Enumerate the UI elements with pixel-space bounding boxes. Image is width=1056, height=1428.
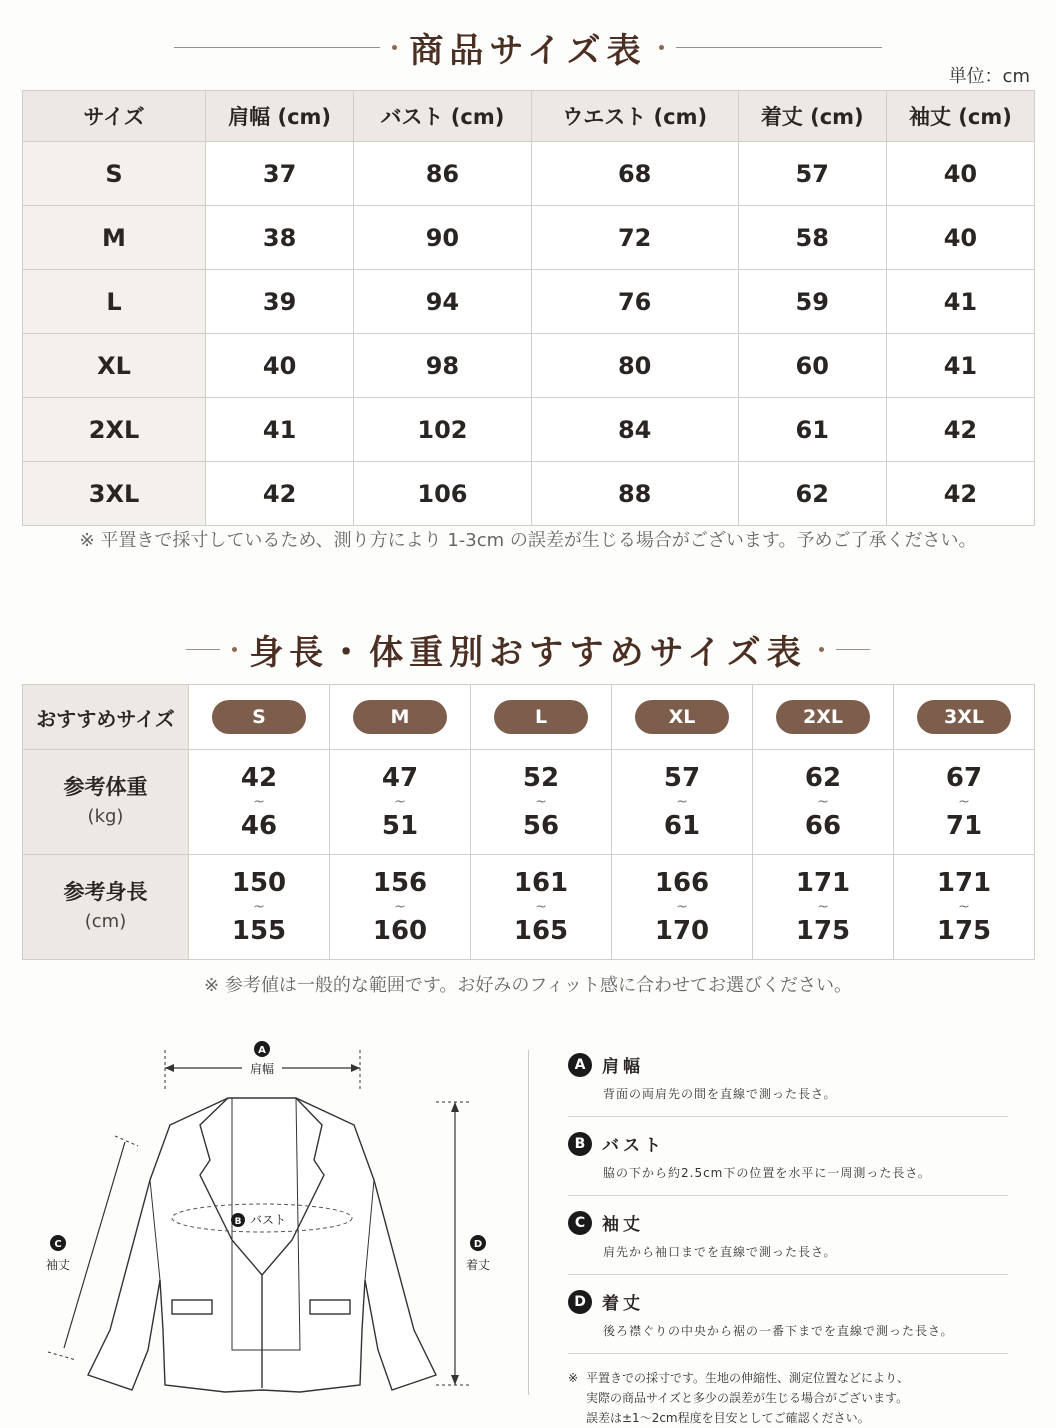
height-range-cell [189, 855, 330, 960]
svg-text:B: B [234, 1217, 242, 1227]
range-tilde: ~ [535, 899, 547, 915]
legend-note-line: 実際の商品サイズと多少の誤差が生じる場合がございます。 [586, 1391, 909, 1405]
legend-desc: 肩先から袖口までを直線で測った長さ。 [603, 1245, 837, 1259]
size-table-value-cell: 86 [354, 142, 532, 206]
legend-item [568, 1210, 1008, 1275]
size-table-row [23, 206, 1035, 270]
range-tilde: ~ [535, 794, 547, 810]
range-tilde: ~ [958, 794, 970, 810]
legend-title: 袖丈 [602, 1215, 644, 1235]
range-tilde: ~ [253, 794, 265, 810]
height-range-max: 165 [513, 916, 569, 946]
size-chart-title-bar [0, 24, 1056, 70]
size-table-value-cell: 68 [531, 142, 738, 206]
height-row [23, 855, 1035, 960]
size-table [22, 90, 1035, 526]
range-tilde: ~ [394, 794, 406, 810]
size-table-size-cell: L [23, 270, 206, 334]
weight-range-max: 66 [804, 811, 842, 841]
legend-badge: C [568, 1211, 592, 1235]
size-table-value-cell: 40 [206, 334, 354, 398]
size-table-value-cell: 41 [886, 334, 1034, 398]
size-table-header-cell: ウエスト (cm) [531, 91, 738, 142]
size-table-value-cell: 41 [206, 398, 354, 462]
weight-range-min: 47 [381, 763, 419, 793]
size-table-value-cell: 61 [738, 398, 886, 462]
size-table-value-cell: 98 [354, 334, 532, 398]
legend-item [568, 1289, 1008, 1354]
legend-item-head [568, 1210, 1008, 1235]
size-table-size-cell: XL [23, 334, 206, 398]
range-tilde: ~ [394, 899, 406, 915]
height-range-min: 171 [795, 868, 851, 898]
title-dot-left [232, 647, 237, 652]
size-table-value-cell: 40 [886, 206, 1034, 270]
diagram-label-a: 肩幅 [249, 1062, 275, 1076]
size-table-value-cell: 62 [738, 462, 886, 526]
height-label: 参考身長 [63, 880, 148, 904]
recommend-size-row [23, 685, 1035, 750]
size-table-value-cell: 102 [354, 398, 532, 462]
size-table-value-cell: 59 [738, 270, 886, 334]
legend-badge: A [568, 1053, 592, 1077]
weight-range-cell [330, 750, 471, 855]
size-pill: S [212, 700, 306, 734]
legend-desc: 背面の両肩先の間を直線で測った長さ。 [603, 1087, 837, 1101]
height-range-min: 150 [231, 868, 287, 898]
size-table-value-cell: 72 [531, 206, 738, 270]
weight-range-max: 71 [945, 811, 983, 841]
body-length-marker [436, 1102, 493, 1385]
svg-text:D: D [473, 1239, 483, 1250]
title-dot-right [659, 45, 664, 50]
size-table-value-cell: 41 [886, 270, 1034, 334]
size-table-value-cell: 38 [206, 206, 354, 270]
size-table-value-cell: 90 [354, 206, 532, 270]
svg-text:C: C [54, 1239, 62, 1250]
measurement-legend [568, 1052, 1008, 1428]
size-table-row [23, 462, 1035, 526]
weight-label: 参考体重 [63, 775, 148, 799]
height-range-cell [612, 855, 753, 960]
size-table-value-cell: 88 [531, 462, 738, 526]
height-range-max: 170 [654, 916, 710, 946]
height-range-cell [753, 855, 894, 960]
title-dot-right [819, 647, 824, 652]
size-chart-title: 商品サイズ表 [409, 30, 647, 71]
height-range-min: 161 [513, 868, 569, 898]
svg-text:A: A [258, 1045, 266, 1056]
size-table-size-cell: 2XL [23, 398, 206, 462]
size-table-value-cell: 42 [206, 462, 354, 526]
size-pill: XL [635, 700, 729, 734]
size-table-row [23, 398, 1035, 462]
size-table-header-cell: 肩幅 (cm) [206, 91, 354, 142]
size-table-row [23, 334, 1035, 398]
height-range-cell [894, 855, 1035, 960]
size-pill: 3XL [917, 700, 1011, 734]
recommend-size-cell [894, 685, 1035, 750]
title-dot-left [392, 45, 397, 50]
size-pill: M [353, 700, 447, 734]
legend-note-line: 平置きでの採寸です。生地の伸縮性、測定位置などにより、 [586, 1371, 910, 1385]
height-range-max: 175 [795, 916, 851, 946]
weight-range-cell [894, 750, 1035, 855]
height-range-cell [330, 855, 471, 960]
diagram-label-d: 着丈 [465, 1258, 491, 1272]
legend-note-mark: ※ [568, 1371, 579, 1385]
height-label-cell [23, 855, 189, 960]
height-range-min: 156 [372, 868, 428, 898]
size-table-value-cell: 42 [886, 462, 1034, 526]
legend-title: バスト [602, 1136, 665, 1156]
size-table-value-cell: 94 [354, 270, 532, 334]
recommend-size-cell [612, 685, 753, 750]
size-table-header-cell: 着丈 (cm) [738, 91, 886, 142]
legend-item-head [568, 1289, 1008, 1314]
weight-range-cell [612, 750, 753, 855]
recommend-size-cell [471, 685, 612, 750]
legend-note [568, 1368, 1008, 1428]
size-table-row [23, 142, 1035, 206]
height-range-max: 175 [936, 916, 992, 946]
size-table-value-cell: 106 [354, 462, 532, 526]
height-range-min: 166 [654, 868, 710, 898]
recommend-title: 身長・体重別おすすめサイズ表 [249, 632, 807, 673]
weight-range-cell [471, 750, 612, 855]
range-tilde: ~ [817, 899, 829, 915]
size-table-value-cell: 58 [738, 206, 886, 270]
size-table-header-cell: バスト (cm) [354, 91, 532, 142]
size-table-value-cell: 40 [886, 142, 1034, 206]
shoulder-width-marker [165, 1041, 360, 1090]
range-tilde: ~ [958, 899, 970, 915]
weight-range-min: 57 [663, 763, 701, 793]
weight-range-min: 42 [240, 763, 278, 793]
legend-badge: B [568, 1132, 592, 1156]
recommend-note: ※ 参考値は一般的な範囲です。お好みのフィット感に合わせてお選びください。 [204, 975, 852, 996]
range-tilde: ~ [676, 899, 688, 915]
legend-item-head [568, 1131, 1008, 1156]
jacket-measurement-diagram [0, 1030, 530, 1420]
height-range-max: 160 [372, 916, 428, 946]
size-pill: 2XL [776, 700, 870, 734]
legend-badge: D [568, 1290, 592, 1314]
legend-item [568, 1131, 1008, 1196]
title-rule-right [836, 649, 870, 650]
size-pill: L [494, 700, 588, 734]
weight-range-max: 46 [240, 811, 278, 841]
size-table-size-cell: 3XL [23, 462, 206, 526]
weight-row [23, 750, 1035, 855]
size-table-header-row [23, 91, 1035, 142]
size-table-value-cell: 60 [738, 334, 886, 398]
weight-unit: (kg) [87, 806, 124, 827]
size-table-size-cell: M [23, 206, 206, 270]
legend-title: 肩幅 [602, 1057, 644, 1077]
diagram-label-c: 袖丈 [45, 1258, 71, 1272]
unit-note: 単位：cm [948, 66, 1030, 87]
range-tilde: ~ [676, 794, 688, 810]
weight-range-min: 67 [945, 763, 983, 793]
legend-note-line: 誤差は±1～2cm程度を目安としてご確認ください。 [586, 1411, 870, 1425]
height-range-min: 171 [936, 868, 992, 898]
jacket-outline [88, 1098, 436, 1392]
height-range-max: 155 [231, 916, 287, 946]
weight-label-cell [23, 750, 189, 855]
legend-desc: 脇の下から約2.5cm下の位置を水平に一周測った長さ。 [603, 1166, 931, 1180]
title-rule-left [174, 47, 380, 48]
title-rule-right [676, 47, 882, 48]
recommend-size-cell [189, 685, 330, 750]
height-range-cell [471, 855, 612, 960]
range-tilde: ~ [253, 899, 265, 915]
recommend-table [22, 684, 1035, 960]
size-table-value-cell: 42 [886, 398, 1034, 462]
weight-range-cell [753, 750, 894, 855]
title-rule-left [186, 649, 220, 650]
range-tilde: ~ [817, 794, 829, 810]
height-unit: (cm) [84, 911, 127, 932]
size-table-header-cell: 袖丈 (cm) [886, 91, 1034, 142]
legend-title: 着丈 [602, 1294, 644, 1314]
weight-range-cell [189, 750, 330, 855]
size-table-size-cell: S [23, 142, 206, 206]
legend-item [568, 1052, 1008, 1117]
weight-range-min: 52 [522, 763, 560, 793]
weight-range-max: 51 [381, 811, 419, 841]
legend-divider [528, 1050, 529, 1395]
size-table-value-cell: 57 [738, 142, 886, 206]
legend-desc: 後ろ襟ぐりの中央から裾の一番下までを直線で測った長さ。 [603, 1324, 954, 1338]
size-table-header-cell: サイズ [23, 91, 206, 142]
size-table-row [23, 270, 1035, 334]
size-table-value-cell: 80 [531, 334, 738, 398]
size-table-value-cell: 39 [206, 270, 354, 334]
recommend-title-bar [0, 626, 1056, 672]
legend-item-head [568, 1052, 1008, 1077]
size-table-value-cell: 84 [531, 398, 738, 462]
size-chart-note: ※ 平置きで採寸しているため、測り方により 1-3cm の誤差が生じる場合がございます。予めご了承ください。 [79, 530, 977, 551]
weight-range-max: 56 [522, 811, 560, 841]
recommend-size-cell [753, 685, 894, 750]
size-table-value-cell: 37 [206, 142, 354, 206]
weight-range-max: 61 [663, 811, 701, 841]
recommend-size-label: おすすめサイズ [23, 685, 189, 750]
weight-range-min: 62 [804, 763, 842, 793]
recommend-size-cell [330, 685, 471, 750]
diagram-label-b: バスト [250, 1213, 287, 1227]
size-table-value-cell: 76 [531, 270, 738, 334]
